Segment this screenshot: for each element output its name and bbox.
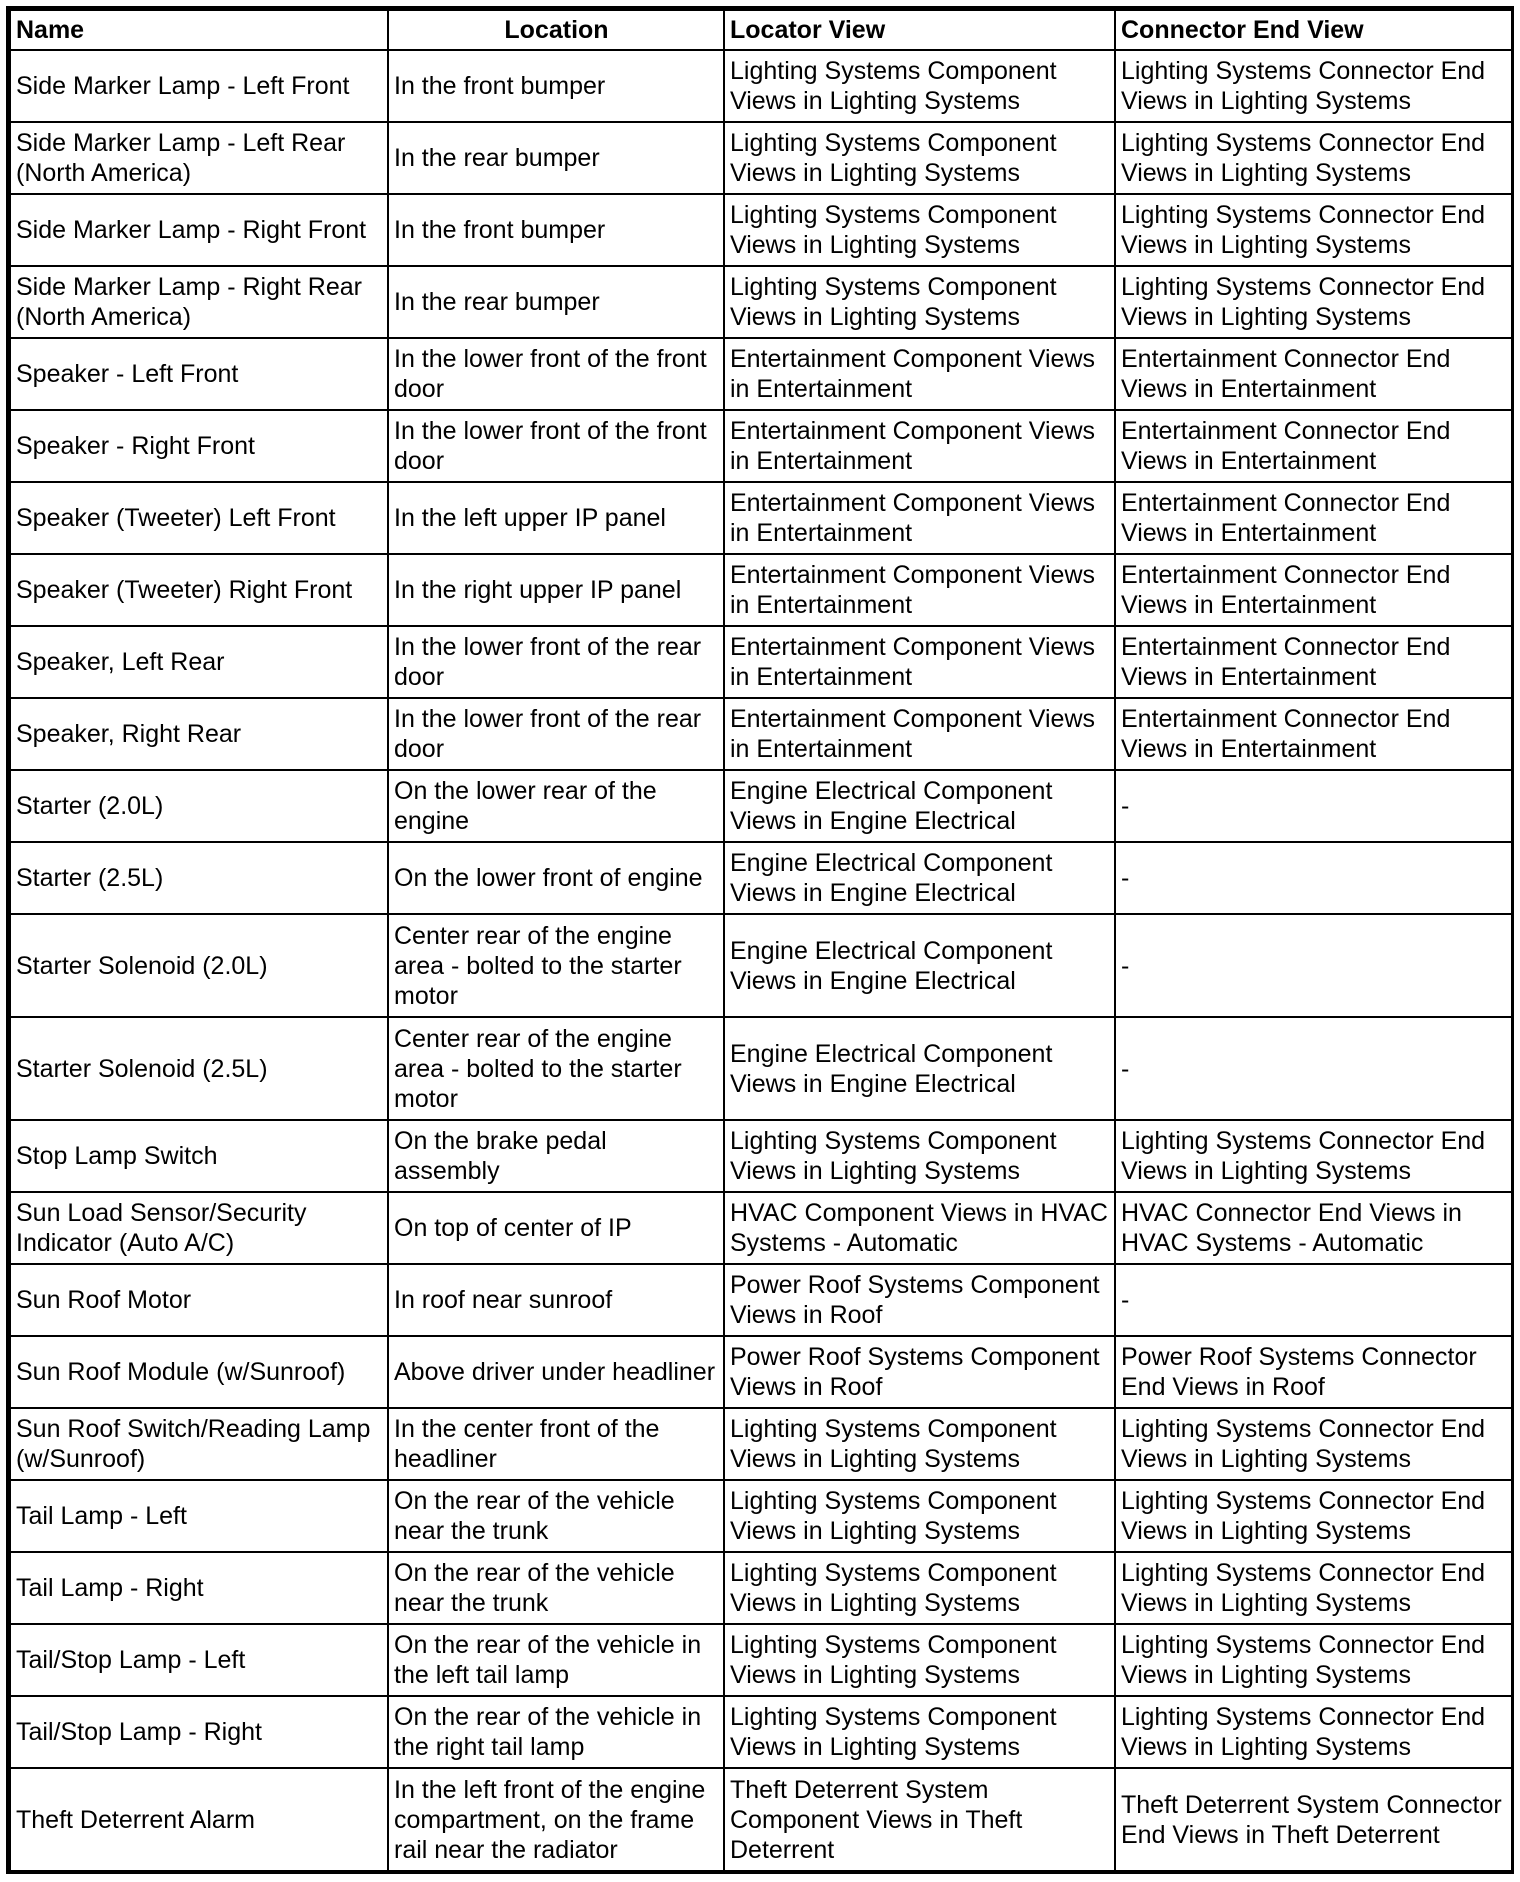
cell-connector-end-view: Theft Deterrent System Connector End Views in Theft Deterrent bbox=[1115, 1768, 1512, 1871]
cell-locator-view: Lighting Systems Component Views in Lighting Systems bbox=[724, 1480, 1115, 1552]
cell-name: Tail/Stop Lamp - Right bbox=[10, 1696, 388, 1768]
cell-locator-view: Power Roof Systems Component Views in Roof bbox=[724, 1336, 1115, 1408]
cell-connector-end-view: HVAC Connector End Views in HVAC Systems - Automatic bbox=[1115, 1192, 1512, 1264]
header-locator-view: Locator View bbox=[724, 10, 1115, 50]
cell-location: Center rear of the engine area - bolted to the starter motor bbox=[388, 914, 724, 1017]
cell-name: Side Marker Lamp - Right Rear (North America) bbox=[10, 266, 388, 338]
cell-connector-end-view: Lighting Systems Connector End Views in Lighting Systems bbox=[1115, 1696, 1512, 1768]
cell-connector-end-view: Entertainment Connector End Views in Entertainment bbox=[1115, 626, 1512, 698]
cell-locator-view: Entertainment Component Views in Entertainment bbox=[724, 482, 1115, 554]
header-connector-end-view: Connector End View bbox=[1115, 10, 1512, 50]
cell-location: In the left upper IP panel bbox=[388, 482, 724, 554]
cell-name: Sun Roof Motor bbox=[10, 1264, 388, 1336]
table-row bbox=[10, 410, 1512, 482]
cell-location: On the lower front of engine bbox=[388, 842, 724, 914]
cell-locator-view: Lighting Systems Component Views in Lighting Systems bbox=[724, 122, 1115, 194]
cell-connector-end-view: - bbox=[1115, 842, 1512, 914]
cell-name: Speaker, Left Rear bbox=[10, 626, 388, 698]
cell-name: Side Marker Lamp - Left Front bbox=[10, 50, 388, 122]
cell-connector-end-view: Lighting Systems Connector End Views in Lighting Systems bbox=[1115, 1408, 1512, 1480]
cell-locator-view: Power Roof Systems Component Views in Roof bbox=[724, 1264, 1115, 1336]
cell-name: Tail Lamp - Right bbox=[10, 1552, 388, 1624]
table-row bbox=[10, 1264, 1512, 1336]
cell-connector-end-view: Lighting Systems Connector End Views in Lighting Systems bbox=[1115, 1120, 1512, 1192]
cell-connector-end-view: Lighting Systems Connector End Views in Lighting Systems bbox=[1115, 1624, 1512, 1696]
table-row bbox=[10, 1120, 1512, 1192]
table-row bbox=[10, 554, 1512, 626]
component-locator-table bbox=[9, 9, 1513, 1872]
cell-locator-view: Entertainment Component Views in Entertainment bbox=[724, 698, 1115, 770]
cell-connector-end-view: - bbox=[1115, 914, 1512, 1017]
cell-location: In the lower front of the rear door bbox=[388, 626, 724, 698]
cell-locator-view: Lighting Systems Component Views in Lighting Systems bbox=[724, 1624, 1115, 1696]
cell-locator-view: Lighting Systems Component Views in Lighting Systems bbox=[724, 1120, 1115, 1192]
cell-name: Side Marker Lamp - Left Rear (North America) bbox=[10, 122, 388, 194]
table-row bbox=[10, 122, 1512, 194]
cell-connector-end-view: Lighting Systems Connector End Views in Lighting Systems bbox=[1115, 194, 1512, 266]
cell-locator-view: Engine Electrical Component Views in Engine Electrical bbox=[724, 1017, 1115, 1120]
cell-locator-view: Lighting Systems Component Views in Lighting Systems bbox=[724, 50, 1115, 122]
cell-connector-end-view: Entertainment Connector End Views in Entertainment bbox=[1115, 410, 1512, 482]
cell-name: Starter Solenoid (2.0L) bbox=[10, 914, 388, 1017]
header-location: Location bbox=[388, 10, 724, 50]
component-locator-document bbox=[6, 6, 1514, 1874]
cell-locator-view: Entertainment Component Views in Entertainment bbox=[724, 338, 1115, 410]
cell-locator-view: Lighting Systems Component Views in Lighting Systems bbox=[724, 266, 1115, 338]
cell-connector-end-view: - bbox=[1115, 1017, 1512, 1120]
cell-locator-view: Entertainment Component Views in Entertainment bbox=[724, 554, 1115, 626]
cell-locator-view: Lighting Systems Component Views in Lighting Systems bbox=[724, 1696, 1115, 1768]
cell-location: On the rear of the vehicle in the right tail lamp bbox=[388, 1696, 724, 1768]
table-row bbox=[10, 50, 1512, 122]
cell-connector-end-view: Lighting Systems Connector End Views in Lighting Systems bbox=[1115, 122, 1512, 194]
table-row bbox=[10, 194, 1512, 266]
cell-name: Theft Deterrent Alarm bbox=[10, 1768, 388, 1871]
table-row bbox=[10, 914, 1512, 1017]
table-row bbox=[10, 266, 1512, 338]
table-row bbox=[10, 338, 1512, 410]
cell-locator-view: Engine Electrical Component Views in Engine Electrical bbox=[724, 770, 1115, 842]
cell-location: In the front bumper bbox=[388, 50, 724, 122]
cell-locator-view: Engine Electrical Component Views in Engine Electrical bbox=[724, 914, 1115, 1017]
cell-name: Sun Load Sensor/Security Indicator (Auto A/C) bbox=[10, 1192, 388, 1264]
cell-name: Speaker (Tweeter) Left Front bbox=[10, 482, 388, 554]
cell-connector-end-view: Entertainment Connector End Views in Entertainment bbox=[1115, 554, 1512, 626]
cell-name: Starter (2.0L) bbox=[10, 770, 388, 842]
cell-location: In the right upper IP panel bbox=[388, 554, 724, 626]
cell-name: Side Marker Lamp - Right Front bbox=[10, 194, 388, 266]
cell-location: On the lower rear of the engine bbox=[388, 770, 724, 842]
cell-location: On the brake pedal assembly bbox=[388, 1120, 724, 1192]
table-header-row bbox=[10, 10, 1512, 50]
cell-name: Speaker - Right Front bbox=[10, 410, 388, 482]
cell-locator-view: HVAC Component Views in HVAC Systems - Automatic bbox=[724, 1192, 1115, 1264]
cell-location: In the front bumper bbox=[388, 194, 724, 266]
cell-connector-end-view: Lighting Systems Connector End Views in Lighting Systems bbox=[1115, 50, 1512, 122]
table-row bbox=[10, 842, 1512, 914]
cell-name: Starter (2.5L) bbox=[10, 842, 388, 914]
cell-location: In the lower front of the front door bbox=[388, 338, 724, 410]
table-row bbox=[10, 1624, 1512, 1696]
cell-location: Center rear of the engine area - bolted to the starter motor bbox=[388, 1017, 724, 1120]
table-row bbox=[10, 626, 1512, 698]
table-row bbox=[10, 698, 1512, 770]
cell-locator-view: Lighting Systems Component Views in Lighting Systems bbox=[724, 1408, 1115, 1480]
cell-connector-end-view: Lighting Systems Connector End Views in Lighting Systems bbox=[1115, 1480, 1512, 1552]
cell-connector-end-view: Entertainment Connector End Views in Entertainment bbox=[1115, 482, 1512, 554]
table-row bbox=[10, 1408, 1512, 1480]
header-name: Name bbox=[10, 10, 388, 50]
table-row bbox=[10, 1696, 1512, 1768]
cell-locator-view: Engine Electrical Component Views in Engine Electrical bbox=[724, 842, 1115, 914]
cell-name: Tail Lamp - Left bbox=[10, 1480, 388, 1552]
cell-name: Sun Roof Switch/Reading Lamp (w/Sunroof) bbox=[10, 1408, 388, 1480]
cell-name: Starter Solenoid (2.5L) bbox=[10, 1017, 388, 1120]
table-row bbox=[10, 1192, 1512, 1264]
cell-name: Speaker, Right Rear bbox=[10, 698, 388, 770]
cell-location: In roof near sunroof bbox=[388, 1264, 724, 1336]
table-row bbox=[10, 1480, 1512, 1552]
cell-name: Speaker (Tweeter) Right Front bbox=[10, 554, 388, 626]
table-row bbox=[10, 1017, 1512, 1120]
cell-locator-view: Theft Deterrent System Component Views in Theft Deterrent bbox=[724, 1768, 1115, 1871]
cell-location: In the left front of the engine compartment, on the frame rail near the radiator bbox=[388, 1768, 724, 1871]
cell-name: Speaker - Left Front bbox=[10, 338, 388, 410]
cell-location: On top of center of IP bbox=[388, 1192, 724, 1264]
cell-locator-view: Entertainment Component Views in Entertainment bbox=[724, 410, 1115, 482]
cell-location: In the rear bumper bbox=[388, 266, 724, 338]
cell-connector-end-view: Power Roof Systems Connector End Views in Roof bbox=[1115, 1336, 1512, 1408]
cell-connector-end-view: Lighting Systems Connector End Views in Lighting Systems bbox=[1115, 1552, 1512, 1624]
cell-location: In the center front of the headliner bbox=[388, 1408, 724, 1480]
cell-connector-end-view: Lighting Systems Connector End Views in Lighting Systems bbox=[1115, 266, 1512, 338]
cell-locator-view: Lighting Systems Component Views in Lighting Systems bbox=[724, 194, 1115, 266]
table-row bbox=[10, 1336, 1512, 1408]
cell-connector-end-view: Entertainment Connector End Views in Entertainment bbox=[1115, 698, 1512, 770]
cell-location: In the rear bumper bbox=[388, 122, 724, 194]
cell-name: Stop Lamp Switch bbox=[10, 1120, 388, 1192]
cell-location: In the lower front of the front door bbox=[388, 410, 724, 482]
table-row bbox=[10, 1768, 1512, 1871]
cell-name: Tail/Stop Lamp - Left bbox=[10, 1624, 388, 1696]
cell-location: On the rear of the vehicle in the left tail lamp bbox=[388, 1624, 724, 1696]
cell-locator-view: Entertainment Component Views in Entertainment bbox=[724, 626, 1115, 698]
cell-connector-end-view: - bbox=[1115, 770, 1512, 842]
cell-locator-view: Lighting Systems Component Views in Lighting Systems bbox=[724, 1552, 1115, 1624]
cell-connector-end-view: - bbox=[1115, 1264, 1512, 1336]
table-row bbox=[10, 482, 1512, 554]
table-row bbox=[10, 770, 1512, 842]
cell-location: In the lower front of the rear door bbox=[388, 698, 724, 770]
cell-connector-end-view: Entertainment Connector End Views in Entertainment bbox=[1115, 338, 1512, 410]
table-row bbox=[10, 1552, 1512, 1624]
cell-location: On the rear of the vehicle near the trunk bbox=[388, 1480, 724, 1552]
cell-location: Above driver under headliner bbox=[388, 1336, 724, 1408]
cell-location: On the rear of the vehicle near the trunk bbox=[388, 1552, 724, 1624]
cell-name: Sun Roof Module (w/Sunroof) bbox=[10, 1336, 388, 1408]
